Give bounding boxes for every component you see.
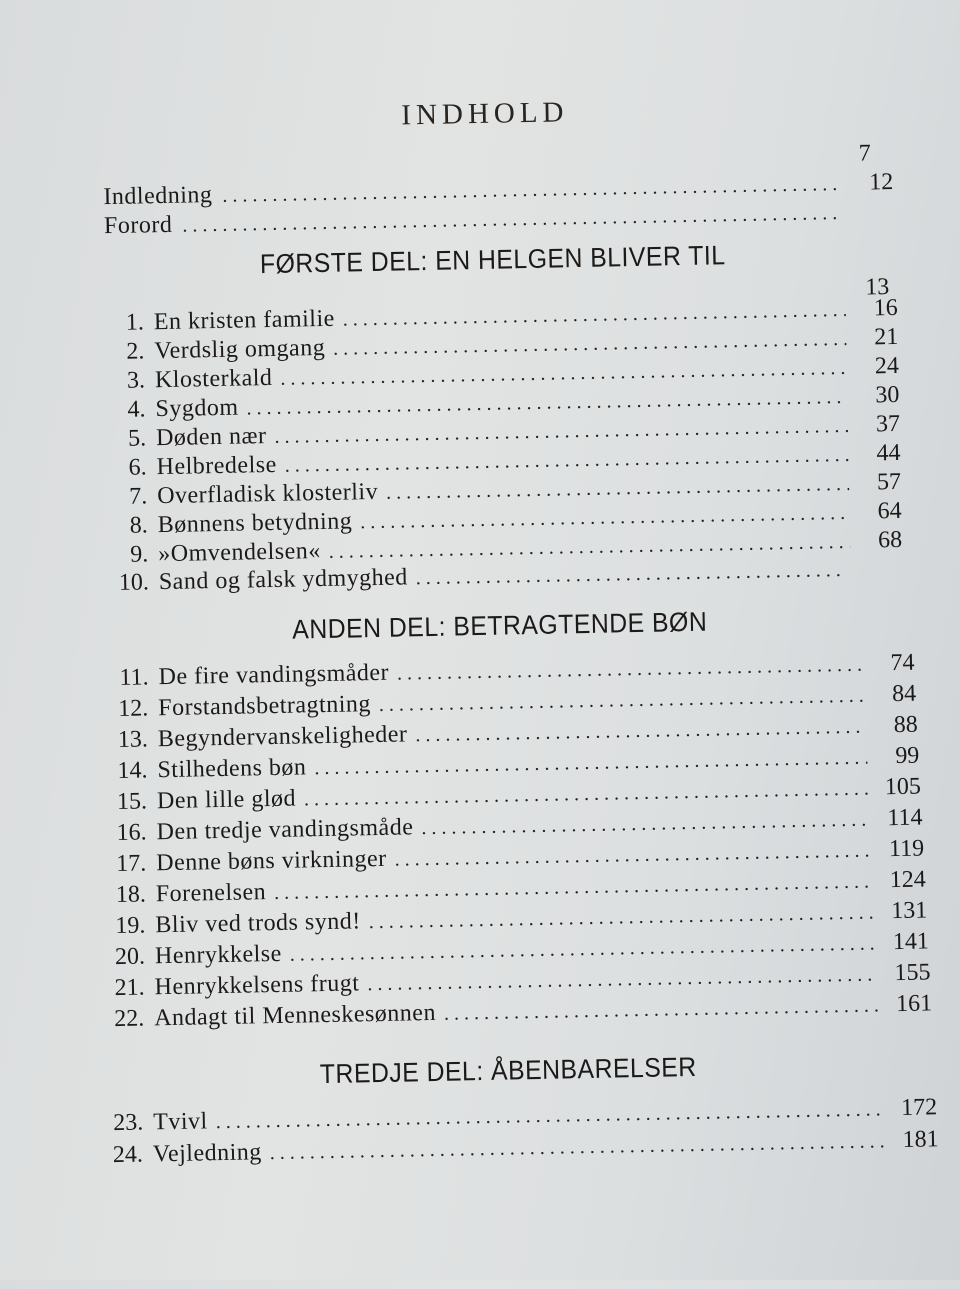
page-number: 141 <box>892 928 930 956</box>
entry-label: Denne bøns virkninger <box>155 845 387 877</box>
entry-label: Forord <box>103 211 173 240</box>
page-number: 44 <box>876 439 901 467</box>
chapter-number: 22. <box>113 1005 145 1033</box>
page-number: 16 <box>873 294 898 322</box>
page-number: 119 <box>888 835 925 863</box>
entry-label: Klosterkald <box>154 364 273 394</box>
chapter-number: 5. <box>127 425 147 452</box>
chapter-number: 6. <box>128 454 147 481</box>
page-number: 105 <box>884 773 922 801</box>
chapter-number: 8. <box>129 512 148 539</box>
entry-label: Bønnens betydning <box>157 508 353 539</box>
dot-leader <box>444 991 881 1027</box>
page-number: 37 <box>875 410 901 438</box>
chapter-number: 20. <box>114 943 146 971</box>
entry-label: Den lille glød <box>156 785 297 815</box>
page-number: 181 <box>902 1126 939 1153</box>
page-number: 161 <box>895 990 933 1018</box>
entry-label: Andagt til Menneskesønnen <box>153 999 437 1032</box>
entry-label: Stilhedens bøn <box>157 754 307 784</box>
chapter-number: 24. <box>112 1141 144 1169</box>
page-number: 99 <box>895 742 920 770</box>
page-number: 12 <box>869 168 894 196</box>
chapter-number: 2. <box>126 338 145 365</box>
chapter-number: 18. <box>115 881 147 909</box>
chapter-number: 9. <box>130 541 149 568</box>
chapter-number: 13. <box>117 726 149 753</box>
page-number: 172 <box>900 1094 938 1122</box>
entry-label: Bliv ved trods synd! <box>155 908 361 939</box>
page-number: 114 <box>887 804 923 832</box>
entry-label: Sand og falsk ydmyghed <box>158 564 409 596</box>
page-number: 74 <box>890 649 915 677</box>
chapter-number: 12. <box>118 695 149 722</box>
entry-label: Henrykkelse <box>154 940 283 970</box>
page-number: 88 <box>893 711 918 739</box>
entry-label: Indledning <box>103 182 213 211</box>
chapter-number: 1. <box>125 309 145 336</box>
entry-label: Verdslig omgang <box>154 334 326 365</box>
chapter-number: 15. <box>116 788 148 815</box>
chapter-number: 4. <box>127 396 146 423</box>
part-heading: ANDEN DEL: BETRAGTENDE BØN <box>291 606 708 645</box>
entry-label: Døden nær <box>155 423 267 452</box>
page-number: 131 <box>891 897 928 925</box>
page-number: 64 <box>877 497 902 525</box>
entry-label: Vejledning <box>152 1139 263 1168</box>
chapter-number: 11. <box>119 664 149 691</box>
entry-label: Helbredelse <box>156 451 277 481</box>
entry-label: Overfladisk klosterliv <box>156 478 379 510</box>
entry-label: De fire vandingsmåder <box>158 659 390 691</box>
page-number: 24 <box>874 352 900 380</box>
chapter-number: 10. <box>118 569 150 596</box>
chapter-number: 19. <box>115 912 146 940</box>
entry-label: Den tredje vandingsmåde <box>156 814 414 846</box>
dot-leader <box>416 556 845 592</box>
chapter-number: 23. <box>112 1109 144 1137</box>
entry-label: Tvivl <box>152 1108 208 1136</box>
chapter-number: 3. <box>126 367 146 394</box>
entry-label: Forstandsbetragtning <box>158 691 372 722</box>
page-number: 30 <box>875 381 900 409</box>
chapter-number: 16. <box>116 819 147 847</box>
part-heading: FØRSTE DEL: EN HELGEN BLIVER TIL <box>259 240 726 280</box>
page-number: 57 <box>876 468 902 496</box>
entry-label: Forenelsen <box>155 879 267 908</box>
entry-label: En kristen familie <box>153 305 336 336</box>
entry-label: Begyndervanskeligheder <box>157 721 408 753</box>
entry-label: Henrykkelsens frugt <box>154 970 360 1001</box>
chapter-number: 17. <box>115 850 147 878</box>
chapter-number: 7. <box>128 483 148 510</box>
entry-label: »Omvendelsen« <box>158 538 321 568</box>
chapter-number: 21. <box>114 974 145 1002</box>
part-heading: TREDJE DEL: ÅBENBARELSER <box>319 1051 697 1090</box>
page-number: 68 <box>877 526 903 554</box>
page-number: 7 <box>858 140 871 167</box>
page-number: 21 <box>874 323 899 351</box>
page-number: 13 <box>865 274 890 301</box>
page-number: 155 <box>894 959 931 987</box>
page-title: INDHOLD <box>401 96 569 132</box>
page-number: 84 <box>891 680 917 708</box>
chapter-number: 14. <box>117 757 148 784</box>
entry-label: Sygdom <box>155 394 239 423</box>
page-number: 124 <box>889 866 926 894</box>
